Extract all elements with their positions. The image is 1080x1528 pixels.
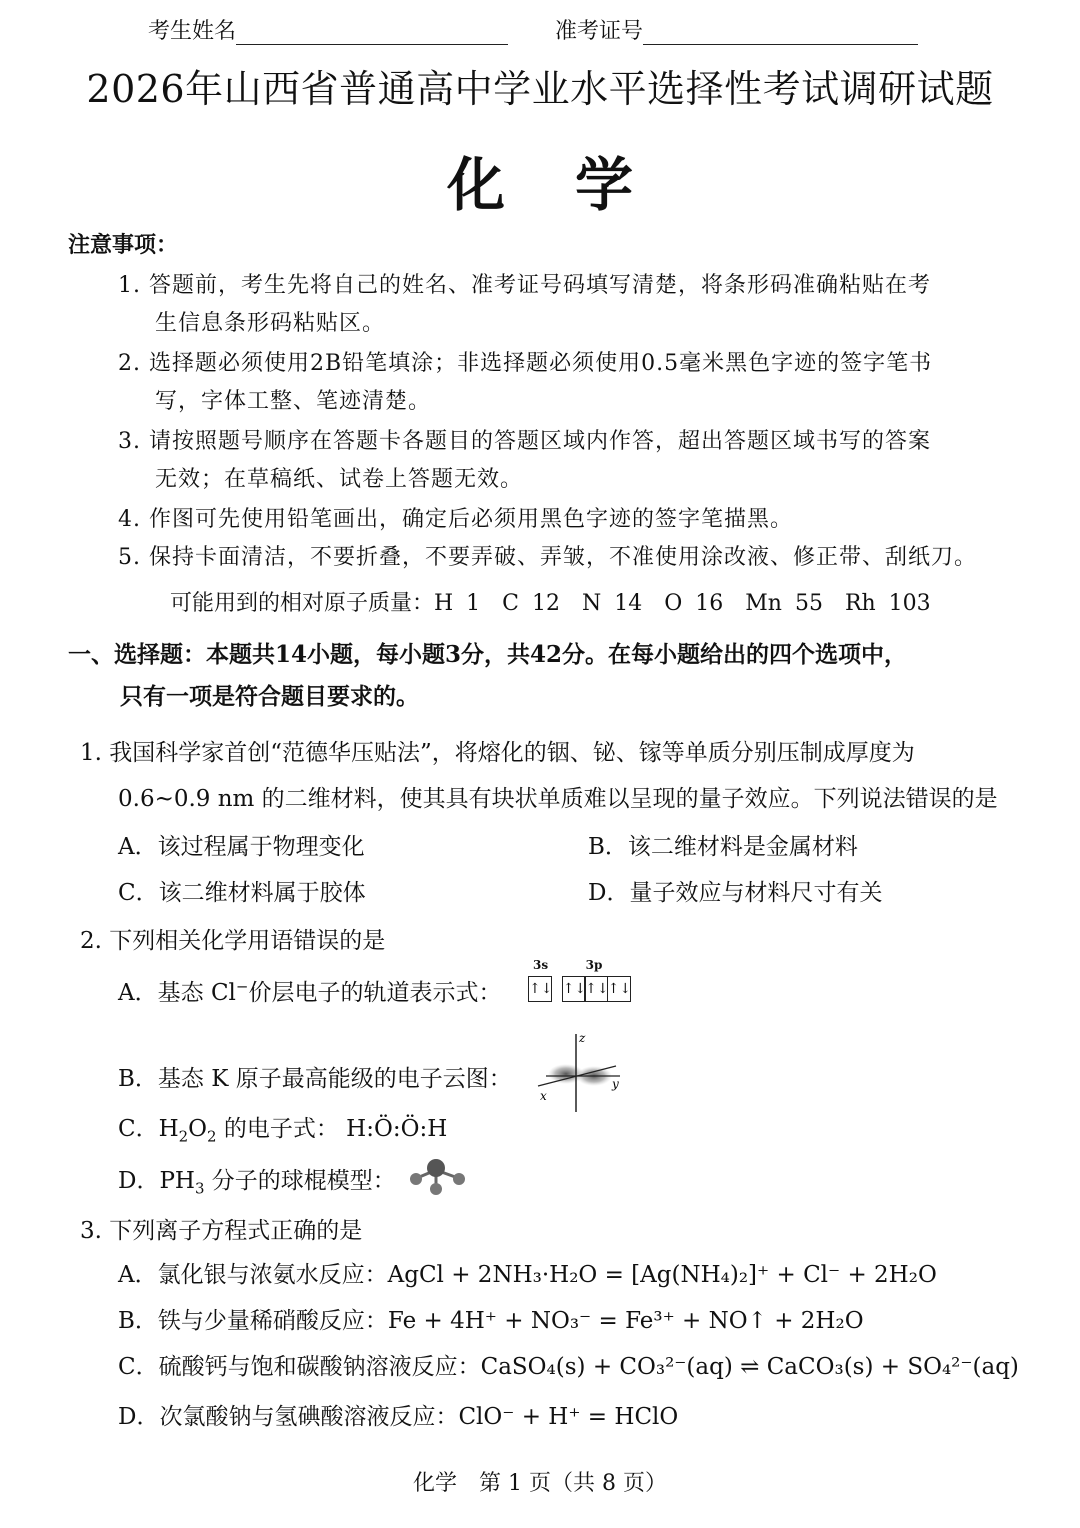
exam-title: 2026年山西省普通高中学业水平选择性考试调研试题: [86, 67, 994, 111]
equation: Fe + 4H⁺ + NO₃⁻ = Fe³⁺ + NO↑ + 2H₂O: [387, 1308, 864, 1334]
equation: CaSO₄(s) + CO₃²⁻(aq) ⇌ CaCO₃(s) + SO₄²⁻(aq): [480, 1354, 1019, 1380]
name-blank[interactable]: [236, 20, 508, 45]
orbital-3s: 3s ↑↓: [528, 976, 551, 1002]
q3-option-b: B．铁与少量稀硝酸反应：Fe + 4H⁺ + NO₃⁻ = Fe³⁺ + NO↑ + 2H₂O: [118, 1308, 864, 1334]
z-axis-label: z: [579, 1031, 586, 1045]
notice-item-1: 1. 答题前，考生先将自己的姓名、准考证号码填写清楚，将条形码准确粘贴在考: [118, 273, 932, 298]
equation: ClO⁻ + H⁺ = HClO: [458, 1404, 679, 1430]
question-1-cont: 0.6~0.9 nm 的二维材料，使其具有块状单质难以呈现的量子效应。下列说法错误的是: [118, 786, 998, 812]
equation: AgCl + 2NH₃·H₂O = [Ag(NH₄)₂]⁺ + Cl⁻ + 2H₂O: [387, 1262, 937, 1288]
question-2: 2. 下列相关化学用语错误的是: [80, 928, 386, 954]
q3-option-c: C．硫酸钙与饱和碳酸钠溶液反应：CaSO₄(s) + CO₃²⁻(aq) ⇌ CaCO₃(s) + SO₄²⁻(aq): [118, 1354, 1019, 1380]
notice-item-4: 4. 作图可先使用铅笔画出，确定后必须用黑色字迹的签字笔描黑。: [118, 507, 794, 532]
subject-title: 化学: [446, 151, 703, 219]
notice-item-1-cont: 生信息条形码粘贴区。: [155, 311, 386, 336]
ball-stick-model: [404, 1154, 470, 1196]
electron-formula: H:Ö:Ö:H: [346, 1116, 448, 1142]
section-heading-cont: 只有一项是符合题目要求的。: [120, 683, 419, 710]
electron-cloud-diagram: [532, 1028, 632, 1114]
q2-option-c: C．$H_2O_2$ 的电子式： H:Ö:Ö:H: [118, 1116, 448, 1146]
notice-heading: 注意事项：: [68, 232, 179, 258]
section-heading: 一、选择题：本题共14小题，每小题3分，共42分。在每小题给出的四个选项中，: [68, 641, 908, 668]
q2-option-b: B．基态 K 原子最高能级的电子云图：: [118, 1066, 512, 1092]
question-1: 1. 我国科学家首创“范德华压贴法”，将熔化的铟、铋、镓等单质分别压制成厚度为: [80, 740, 915, 766]
x-axis-label: x: [540, 1089, 547, 1103]
orbital-3p: 3p ↑↓↑↓↑↓: [562, 976, 630, 1002]
atomic-masses: 可能用到的相对原子质量：H 1 C 12 N 14 O 16 Mn 55 Rh 103: [170, 591, 931, 616]
orbital-diagram: [528, 958, 632, 1002]
q3-option-a: A．氯化银与浓氨水反应：AgCl + 2NH₃·H₂O = [Ag(NH₄)₂]⁺ + Cl⁻ + 2H₂O: [118, 1262, 937, 1288]
y-axis-label: y: [612, 1077, 619, 1091]
notice-item-2: 2. 选择题必须使用2B铅笔填涂；非选择题必须使用0.5毫米黑色字迹的签字笔书: [118, 351, 933, 376]
notice-item-2-cont: 写，字体工整、笔迹清楚。: [155, 389, 432, 414]
id-blank[interactable]: [643, 20, 918, 45]
q1-option-d: D．量子效应与材料尺寸有关: [588, 880, 883, 906]
p-atom: [427, 1159, 445, 1177]
notice-item-5: 5. 保持卡面清洁，不要折叠，不要弄破、弄皱，不准使用涂改液、修正带、刮纸刀。: [118, 545, 978, 570]
question-3: 3. 下列离子方程式正确的是: [80, 1218, 363, 1244]
notice-item-3-cont: 无效；在草稿纸、试卷上答题无效。: [155, 467, 524, 492]
q1-option-a: A．该过程属于物理变化: [118, 834, 365, 860]
h-atom: [453, 1173, 465, 1185]
page-footer: 化学 第 1 页（共 8 页）: [413, 1471, 667, 1496]
notice-item-3: 3. 请按照题号顺序在答题卡各题目的答题区域内作答，超出答题区域书写的答案: [118, 429, 932, 454]
q1-option-c: C．该二维材料属于胶体: [118, 880, 366, 906]
id-label: 准考证号: [555, 19, 644, 44]
q2-option-d: D．$PH_3$ 分子的球棍模型：: [118, 1168, 396, 1198]
q3-option-d: D．次氯酸钠与氢碘酸溶液反应：ClO⁻ + H⁺ = HClO: [118, 1404, 679, 1430]
name-field: [148, 14, 508, 45]
name-label: 考生姓名: [148, 19, 237, 44]
q1-option-b: B．该二维材料是金属材料: [588, 834, 858, 860]
id-field: [555, 14, 918, 45]
q2-option-a: A．基态 Cl−价层电子的轨道表示式：: [118, 977, 502, 1006]
h-atom: [430, 1183, 442, 1195]
h-atom: [410, 1173, 422, 1185]
